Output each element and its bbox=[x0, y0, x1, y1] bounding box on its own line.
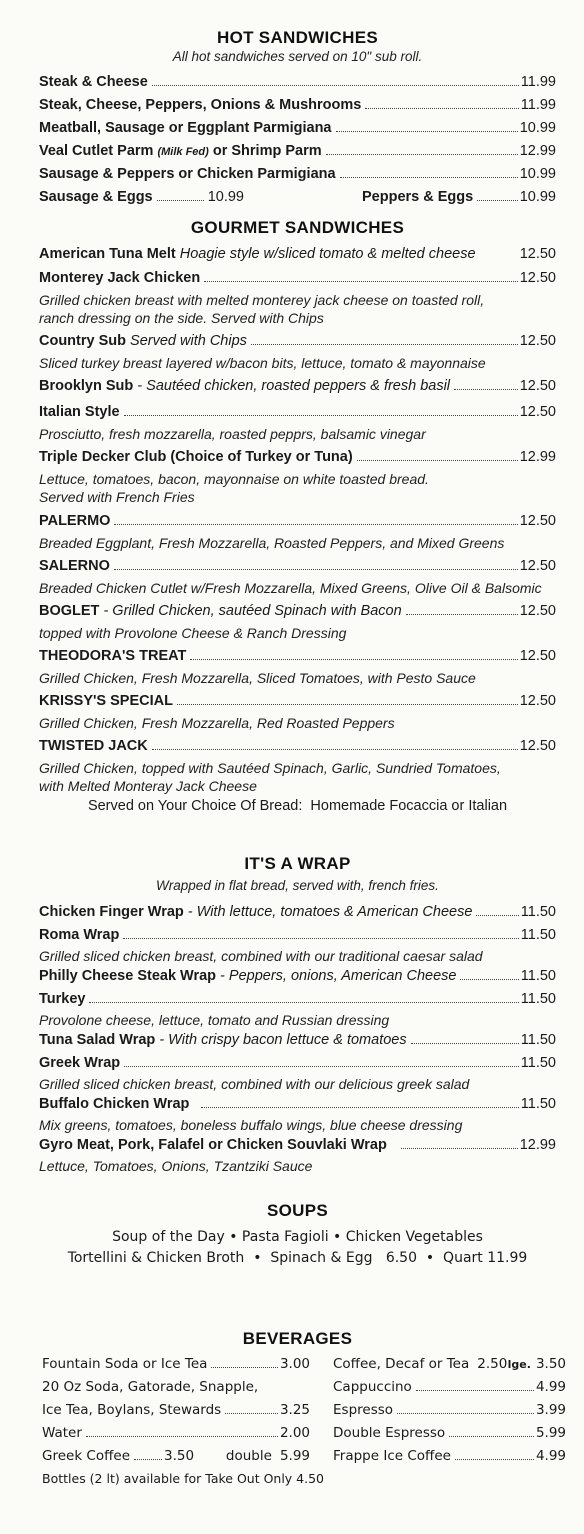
section-title: BEVERAGES bbox=[242, 1329, 353, 1348]
menu-item bbox=[39, 991, 556, 1011]
beverage-item bbox=[42, 1379, 310, 1402]
item-name: Steak, Cheese, Peppers, Onions & Mushrooms bbox=[39, 97, 362, 113]
item-description-inline: Hoagie style w/sliced tomato & melted cheese bbox=[175, 246, 476, 262]
item-price: 3.50 bbox=[164, 1448, 195, 1464]
item-description: Breaded Chicken Cutlet w/Fresh Mozzarella, Mixed Greens, Olive Oil & Balsomic bbox=[39, 580, 542, 596]
item-name: Italian Style bbox=[39, 404, 120, 420]
item-price: 2.50 bbox=[477, 1356, 508, 1372]
menu-item bbox=[39, 558, 556, 579]
section-subtitle: Wrapped in flat bread, served with, french fries. bbox=[156, 878, 439, 893]
item-description: Grilled Chicken, Fresh Mozzarella, Sliced Tomatoes, with Pesto Sauce bbox=[39, 670, 476, 686]
item-name: Greek Coffee bbox=[42, 1448, 131, 1464]
item-price: 12.50 bbox=[519, 738, 556, 754]
item-price: 12.50 bbox=[519, 378, 556, 394]
item-description: Grilled chicken breast with melted monterey jack cheese on toasted roll, bbox=[39, 292, 485, 308]
item-name: Triple Decker Club (Choice of Turkey or Tuna) bbox=[39, 449, 353, 465]
menu-item bbox=[39, 693, 556, 714]
item-description: ranch dressing on the side. Served with Chips bbox=[39, 310, 324, 326]
item-name: KRISSY'S SPECIAL bbox=[39, 693, 173, 709]
item-price: 11.50 bbox=[520, 968, 556, 984]
item-name: Meatball, Sausage or Eggplant Parmigiana bbox=[39, 120, 332, 136]
soups-section bbox=[39, 1201, 556, 1266]
item-name: Brooklyn Sub bbox=[39, 378, 134, 394]
menu-item bbox=[39, 513, 556, 534]
menu-item bbox=[39, 648, 556, 669]
item-name: THEODORA'S TREAT bbox=[39, 648, 187, 664]
item-price: 10.99 bbox=[207, 189, 244, 205]
item-name: Roma Wrap bbox=[39, 927, 120, 943]
menu-item bbox=[39, 270, 556, 291]
item-price: 4.99 bbox=[535, 1448, 566, 1464]
beverage-note bbox=[42, 1471, 325, 1494]
item-price: 11.50 bbox=[520, 1096, 556, 1112]
menu-item bbox=[39, 246, 556, 270]
item-name: American Tuna Melt bbox=[39, 246, 176, 262]
gourmet-sandwich-list bbox=[39, 246, 556, 814]
item-price: 11.99 bbox=[520, 97, 556, 113]
item-name: Fountain Soda or Ice Tea bbox=[42, 1356, 208, 1372]
item-price: 12.50 bbox=[519, 333, 556, 349]
item-price: 5.99 bbox=[279, 1448, 310, 1464]
item-description-inline: - With lettuce, tomatoes & American Cheese bbox=[183, 904, 473, 920]
item-name: PALERMO bbox=[39, 513, 111, 529]
item-price: 10.99 bbox=[519, 120, 556, 136]
soups-line: Tortellini & Chicken Broth • Spinach & Egg 6.50 • Quart 11.99 bbox=[67, 1250, 528, 1266]
item-price: 4.99 bbox=[535, 1379, 566, 1395]
hot-sandwich-list bbox=[39, 74, 556, 212]
item-description-inline: Served with Chips bbox=[126, 333, 247, 349]
item-price: 11.50 bbox=[520, 1032, 556, 1048]
item-price: 12.50 bbox=[519, 270, 556, 286]
section-subtitle: All hot sandwiches served on 10" sub roll. bbox=[172, 49, 423, 64]
section-title: HOT SANDWICHES bbox=[217, 28, 378, 47]
item-variant-label: lge. bbox=[507, 1358, 531, 1371]
menu-item bbox=[39, 189, 244, 212]
item-price: 3.99 bbox=[535, 1402, 566, 1418]
beverages-right-column bbox=[333, 1356, 566, 1471]
item-name: Frappe Ice Coffee bbox=[333, 1448, 451, 1464]
item-note: (Milk Fed) bbox=[157, 146, 209, 158]
item-price: 3.50 bbox=[535, 1356, 566, 1372]
item-price: 2.00 bbox=[279, 1425, 310, 1441]
item-description: Provolone cheese, lettuce, tomato and Russian dressing bbox=[39, 1012, 390, 1028]
item-name: SALERNO bbox=[39, 558, 110, 574]
item-description-inline: - Peppers, onions, American Cheese bbox=[216, 968, 457, 984]
beverage-item bbox=[333, 1379, 566, 1402]
item-price: 12.99 bbox=[519, 143, 556, 159]
menu-item bbox=[39, 97, 556, 120]
beverage-item bbox=[333, 1402, 566, 1425]
menu-item bbox=[39, 603, 556, 624]
item-name: 20 Oz Soda, Gatorade, Snapple, bbox=[42, 1379, 259, 1395]
item-price: 10.99 bbox=[519, 166, 556, 182]
hot-sandwiches-section bbox=[39, 28, 556, 64]
item-name: BOGLET bbox=[39, 603, 100, 619]
item-name: TWISTED JACK bbox=[39, 738, 148, 754]
item-name: Cappuccino bbox=[333, 1379, 412, 1395]
item-name: Philly Cheese Steak Wrap bbox=[39, 968, 217, 984]
item-name: Sausage & Peppers or Chicken Parmigiana bbox=[39, 166, 336, 182]
item-description: Sliced turkey breast layered w/bacon bits, lettuce, tomato & mayonnaise bbox=[39, 355, 486, 371]
menu-item bbox=[39, 738, 556, 759]
menu-item bbox=[39, 1096, 556, 1116]
item-price: 12.50 bbox=[519, 693, 556, 709]
beverages-left-column bbox=[42, 1356, 325, 1494]
bread-note: Served on Your Choice Of Bread: Homemade Focaccia or Italian bbox=[87, 798, 508, 814]
menu-item-pair bbox=[39, 189, 556, 212]
beverage-item bbox=[333, 1448, 566, 1471]
item-price: 12.99 bbox=[519, 449, 556, 465]
item-price: 12.50 bbox=[519, 558, 556, 574]
beverages-section bbox=[39, 1329, 556, 1349]
item-name: Double Espresso bbox=[333, 1425, 446, 1441]
item-name: Sausage & Eggs bbox=[39, 189, 153, 205]
item-description: Grilled Chicken, topped with Sautéed Spinach, Garlic, Sundried Tomatoes, bbox=[39, 760, 501, 776]
item-name-extra: or Shrimp Parm bbox=[208, 143, 322, 159]
item-description: Served with French Fries bbox=[39, 489, 195, 505]
item-name: Coffee, Decaf or Tea bbox=[333, 1356, 470, 1372]
item-description: Grilled sliced chicken breast, combined with our traditional caesar salad bbox=[39, 948, 483, 964]
menu-item bbox=[39, 120, 556, 143]
beverage-item bbox=[42, 1402, 310, 1425]
menu-item bbox=[39, 927, 556, 947]
item-description: Prosciutto, fresh mozzarella, roasted pepprs, balsamic vinegar bbox=[39, 426, 426, 442]
item-description: Mix greens, tomatoes, boneless buffalo wings, blue cheese dressing bbox=[39, 1117, 463, 1133]
item-name: Chicken Finger Wrap bbox=[39, 904, 184, 920]
item-price: 12.99 bbox=[519, 1137, 556, 1153]
item-description: Lettuce, Tomatoes, Onions, Tzantziki Sauce bbox=[39, 1158, 313, 1174]
item-description: Lettuce, tomatoes, bacon, mayonnaise on white toasted bread. bbox=[39, 471, 429, 487]
menu-item bbox=[39, 333, 556, 354]
wrap-section bbox=[39, 854, 556, 893]
menu-item bbox=[39, 166, 556, 189]
item-description: with Melted Monteray Jack Cheese bbox=[39, 778, 257, 794]
beverage-item bbox=[42, 1448, 310, 1471]
item-description: Grilled sliced chicken breast, combined with our delicious greek salad bbox=[39, 1076, 470, 1092]
item-price: 11.50 bbox=[520, 904, 556, 920]
item-price: 10.99 bbox=[519, 189, 556, 205]
beverage-item bbox=[333, 1356, 566, 1379]
menu-item bbox=[39, 404, 556, 425]
menu-item bbox=[39, 1137, 556, 1157]
item-description-inline: - Sautéed chicken, roasted peppers & fresh basil bbox=[133, 378, 451, 394]
item-name: Gyro Meat, Pork, Falafel or Chicken Souvlaki Wrap bbox=[39, 1137, 387, 1153]
item-price: 12.50 bbox=[519, 648, 556, 664]
item-price: 3.00 bbox=[279, 1356, 310, 1372]
item-name: Turkey bbox=[39, 991, 86, 1007]
item-name: Espresso bbox=[333, 1402, 394, 1418]
gourmet-sandwiches-section bbox=[39, 218, 556, 238]
item-name: Water bbox=[42, 1425, 82, 1441]
item-description: Grilled Chicken, Fresh Mozzarella, Red Roasted Peppers bbox=[39, 715, 395, 731]
item-name: Country Sub bbox=[39, 333, 126, 349]
item-name: Peppers & Eggs bbox=[362, 189, 474, 205]
beverage-item bbox=[42, 1425, 310, 1448]
item-name: Steak & Cheese bbox=[39, 74, 148, 90]
section-title: GOURMET SANDWICHES bbox=[190, 218, 405, 237]
menu-item bbox=[39, 378, 556, 404]
item-price: 5.99 bbox=[535, 1425, 566, 1441]
item-description-inline: - With crispy bacon lettuce & tomatoes bbox=[155, 1032, 407, 1048]
menu-item bbox=[39, 74, 556, 97]
item-description: topped with Provolone Cheese & Ranch Dressing bbox=[39, 625, 347, 641]
item-description-inline: - Grilled Chicken, sautéed Spinach with Bacon bbox=[99, 603, 402, 619]
item-price: 12.50 bbox=[519, 246, 556, 262]
menu-item bbox=[362, 189, 556, 212]
item-name: Tuna Salad Wrap bbox=[39, 1032, 156, 1048]
soups-line: Soup of the Day • Pasta Fagioli • Chicken Vegetables bbox=[112, 1229, 483, 1245]
item-price: 12.50 bbox=[519, 603, 556, 619]
item-price: 12.50 bbox=[519, 513, 556, 529]
item-price: 11.99 bbox=[520, 74, 556, 90]
item-description: Breaded Eggplant, Fresh Mozzarella, Roasted Peppers, and Mixed Greens bbox=[39, 535, 505, 551]
menu-item bbox=[39, 143, 556, 166]
item-variant-label: double bbox=[225, 1448, 272, 1464]
menu-item bbox=[39, 449, 556, 470]
beverage-item bbox=[333, 1425, 566, 1448]
item-price: 3.25 bbox=[279, 1402, 310, 1418]
item-name: Ice Tea, Boylans, Stewards bbox=[42, 1402, 222, 1418]
item-name: Veal Cutlet Parm bbox=[39, 143, 158, 159]
menu-item bbox=[39, 904, 556, 927]
wrap-list bbox=[39, 904, 556, 1175]
menu-item bbox=[39, 1032, 556, 1055]
menu-item bbox=[39, 1055, 556, 1075]
section-title: SOUPS bbox=[266, 1201, 329, 1220]
item-name: Monterey Jack Chicken bbox=[39, 270, 201, 286]
item-name: Greek Wrap bbox=[39, 1055, 121, 1071]
section-title: IT'S A WRAP bbox=[244, 854, 351, 873]
item-price: 11.50 bbox=[520, 927, 556, 943]
item-price: 12.50 bbox=[519, 404, 556, 420]
item-price: 11.50 bbox=[520, 991, 556, 1007]
beverage-item bbox=[42, 1356, 310, 1379]
item-name: Buffalo Chicken Wrap bbox=[39, 1096, 190, 1112]
bottles-note: Bottles (2 lt) available for Take Out Only 4.50 bbox=[42, 1471, 325, 1486]
menu-item bbox=[39, 968, 556, 991]
item-price: 11.50 bbox=[520, 1055, 556, 1071]
